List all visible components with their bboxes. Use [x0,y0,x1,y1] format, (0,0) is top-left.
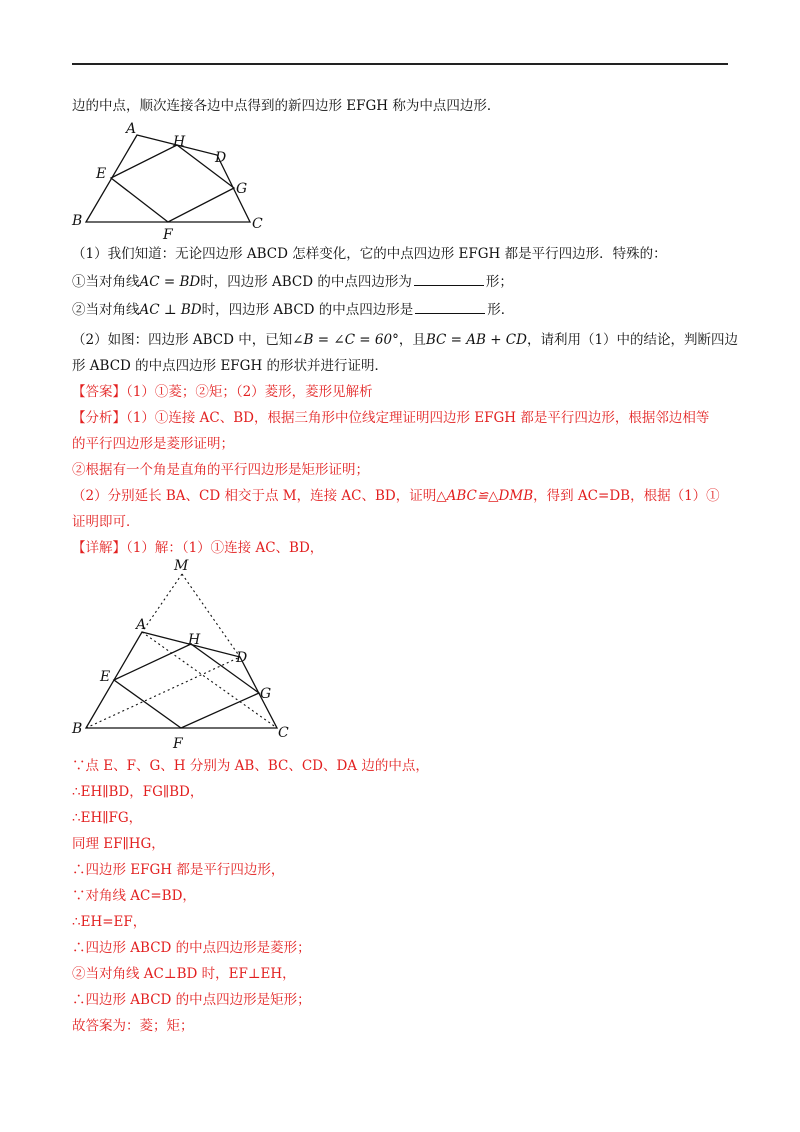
analysis-tag: 【分析】 [72,410,126,426]
fig1-label-e: E [96,166,107,182]
analysis-line-4 [72,487,732,505]
answer-tag: 【答案】 [72,384,126,400]
fig2-label-c: C [278,725,289,741]
fig2-label-h: H [188,632,201,648]
q1a-prefix: ①当对角线 [72,274,140,290]
fig2-label-g: G [260,686,272,702]
analysis-line-2: 的平行四边形是菱形证明； [72,436,234,452]
fig1-label-h: H [173,134,186,150]
fig2-label-e: E [100,669,111,685]
analysis-text-1: （1）①连接 AC、BD，根据三角形中位线定理证明四边形 EFGH 都是平行四边形，根据邻边相等 [126,410,710,426]
fig1-label-g: G [236,181,248,197]
question-1: （1）我们知道：无论四边形 ABCD 怎样变化，它的中点四边形 EFGH 都是平行四边形．特殊的： [72,246,667,262]
fig2-label-d: D [236,650,248,666]
analysis-4-math: △ABC≌△DMB [436,488,534,504]
analysis-line-5: 证明即可． [72,514,140,530]
fig1-label-a: A [126,121,137,137]
proof-line-4: 同理 EF∥HG， [72,836,165,852]
q1a-mid: 时，四边形 ABCD 的中点四边形为 [200,274,412,290]
answer-line [72,383,732,401]
fig1-label-d: D [215,150,227,166]
q1a-blank [414,273,484,286]
proof-line-10: ∴四边形 ABCD 的中点四边形是矩形； [72,992,311,1008]
header-rule [72,63,728,65]
fig2-label-a: A [136,617,147,633]
diagonal-ac [142,632,277,728]
q2-mid: ，且 [398,332,426,348]
q1b-suffix: 形． [487,302,515,318]
fig1-label-c: C [252,216,263,232]
fig2-label-m: M [174,558,189,574]
fig2-label-b: B [72,721,83,737]
diagonal-bd [86,657,240,728]
q2-math-sides: BC = AB + CD [425,332,527,348]
proof-line-7: ∴EH=EF， [72,914,147,930]
fig2-label-f: F [173,736,183,752]
intro-text: 边的中点，顺次连接各边中点得到的新四边形 EFGH 称为中点四边形． [72,98,501,114]
question-2-line2: 形 ABCD 的中点四边形 EFGH 的形状并进行证明． [72,358,389,374]
question-1a [72,273,732,291]
q1a-suffix: 形； [485,274,513,290]
proof-line-2: ∴EH∥BD，FG∥BD， [72,784,204,800]
analysis-4-prefix: （2）分别延长 BA、CD 相交于点 M，连接 AC、BD，证明 [72,488,437,504]
dotted-ma [142,574,182,632]
fig1-label-b: B [72,213,83,229]
q2-math-angles: ∠B = ∠C = 60° [292,332,399,348]
figure-2-triangle [60,555,310,755]
q1b-blank [415,301,485,314]
proof-line-9: ②当对角线 AC⊥BD 时，EF⊥EH， [72,966,296,982]
q1b-math: AC ⊥ BD [139,302,202,318]
detail-tag: 【详解】 [72,540,126,556]
q2-suffix: ，请利用（1）中的结论，判断四边 [526,332,739,348]
analysis-4-suffix: ，得到 AC=DB，根据（1）① [533,488,720,504]
analysis-line-3: ②根据有一个角是直角的平行四边形是矩形证明； [72,462,369,478]
proof-line-5: ∴四边形 EFGH 都是平行四边形， [72,862,285,878]
question-1b [72,301,732,319]
figure-1-quadrilateral [60,115,280,243]
proof-line-6: ∵对角线 AC=BD， [72,888,196,904]
q1b-prefix: ②当对角线 [72,302,140,318]
proof-line-3: ∴EH∥FG， [72,810,143,826]
detail-text: （1）解：（1）①连接 AC、BD， [126,540,324,556]
proof-line-8: ∴四边形 ABCD 的中点四边形是菱形； [72,940,311,956]
proof-line-11: 故答案为：菱；矩； [72,1018,194,1034]
analysis-line-1 [72,409,732,427]
fig1-label-f: F [163,227,173,243]
proof-line-1: ∵点 E、F、G、H 分别为 AB、BC、CD、DA 边的中点， [72,758,429,774]
question-2 [72,331,739,349]
q1a-math: AC = BD [139,274,201,290]
q2-prefix: （2）如图：四边形 ABCD 中，已知 [72,332,293,348]
answer-text: （1）①菱；②矩；（2）菱形，菱形见解析 [126,384,373,400]
q1b-mid: 时，四边形 ABCD 的中点四边形是 [201,302,414,318]
